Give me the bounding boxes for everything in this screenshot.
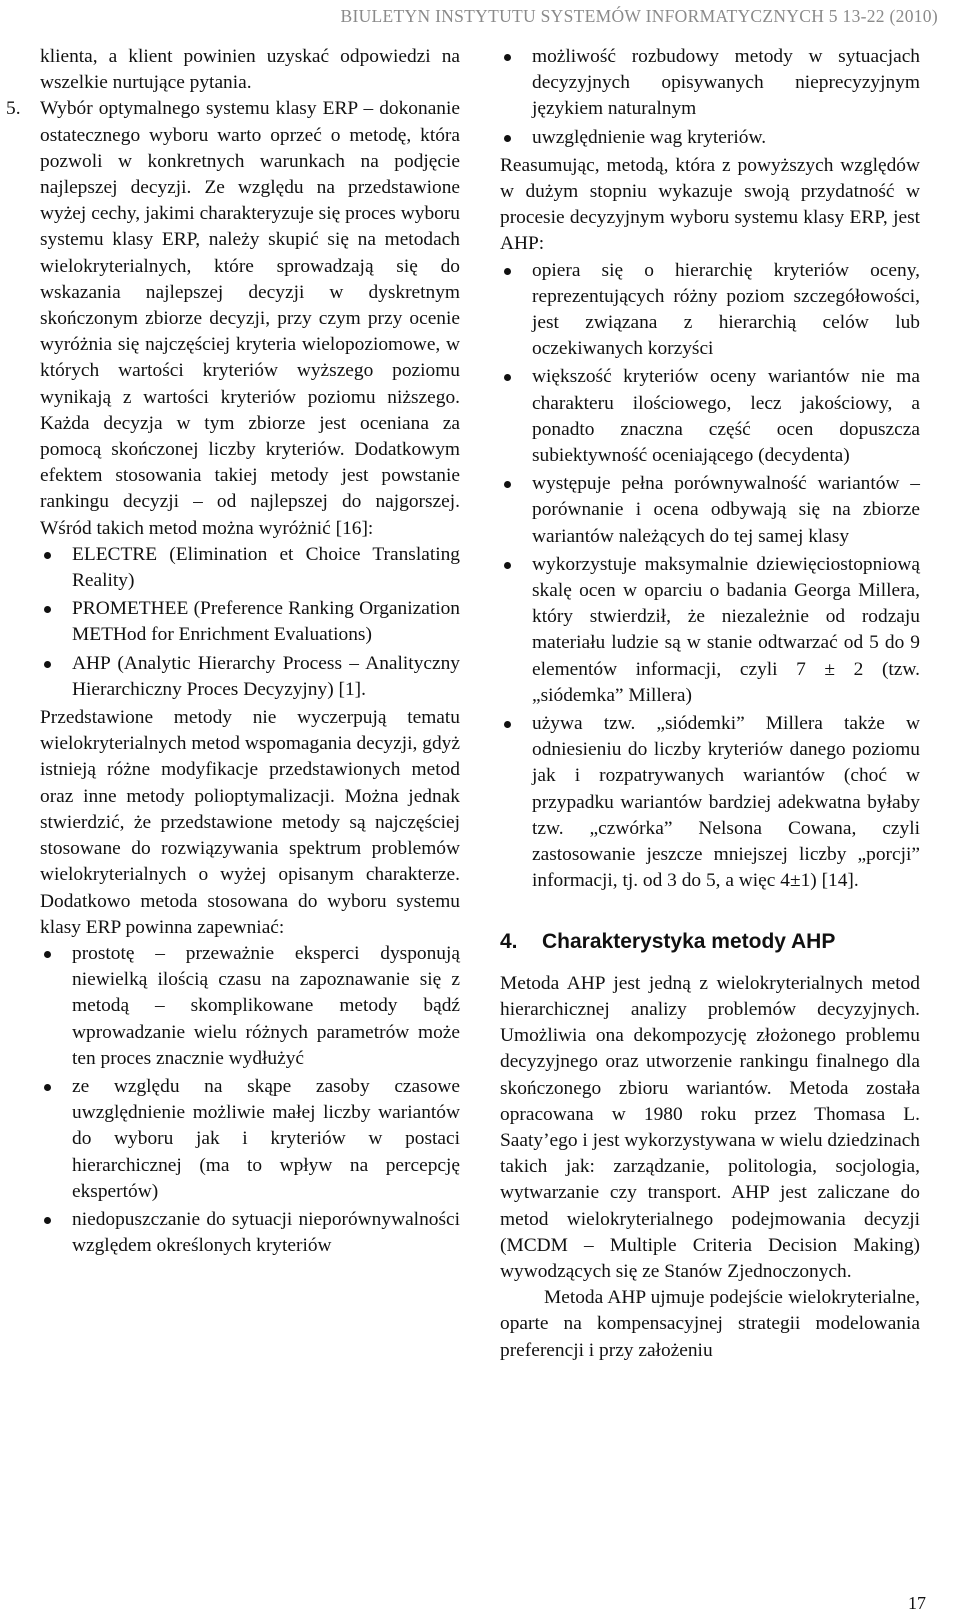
right-column: [500, 44, 920, 1364]
list-item: ze względu na skąpe zasoby czasowe uwzględnienie możliwie małej liczby wariantów do wyboru jak i kryteriów w postaci hierarchicznej (ma to wpływ na percepcję ekspertów): [40, 1074, 460, 1205]
bullet-icon: [44, 606, 51, 613]
list-item: opiera się o hierarchię kryteriów oceny, reprezentujących różny poziom szczegółowości, jest związana z hierarchią celów lub oczekiwanych korzyści: [500, 258, 920, 363]
bullet-icon: [44, 951, 51, 958]
bullet-icon: [504, 54, 511, 61]
bullet-icon: [44, 1217, 51, 1224]
running-header: BIULETYN INSTYTUTU SYSTEMÓW INFORMATYCZNYCH 5 13-22 (2010): [340, 6, 938, 26]
bullet-icon: [504, 374, 511, 381]
bullet-icon: [504, 721, 511, 728]
summary-paragraph: Reasumując, metodą, która z powyższych względów w dużym stopniu wykazuje swoją przydatność w procesie decyzyjnym wyboru systemu klasy ERP, jest AHP:: [500, 154, 920, 255]
list-item: ELECTRE (Elimination et Choice Translating Reality): [40, 542, 460, 594]
requirements-list-continued: [500, 44, 920, 151]
list-item: AHP (Analytic Hierarchy Process – Analityczny Hierarchiczny Proces Decyzyjny) [1].: [40, 651, 460, 703]
bullet-icon: [504, 481, 511, 488]
bullet-icon: [44, 1084, 51, 1091]
page-number: 17: [908, 1593, 926, 1613]
requirements-list: [40, 941, 460, 1259]
methods-list: [40, 542, 460, 703]
left-column: [6, 44, 460, 1261]
continuation-paragraph: klienta, a klient powinien uzyskać odpowiedzi na wszelkie nurtujące pytania.: [40, 46, 460, 94]
list-item: większość kryteriów oceny wariantów nie ma charakteru ilościowego, lecz jakościowy, a ponadto znaczna część ocen dopuszcza subiektywność oceniającego (decydenta): [500, 364, 920, 469]
paragraph: Metoda AHP jest jedną z wielokryterialnych metod hierarchicznej analizy problemów decyzyjnych. Umożliwia ona dekompozycję złożonego problemu decyzyjnego oraz utworzenie rankingu finalnego dla skończonego zbioru wariantów. Metoda została opracowana w 1980 roku przez Thomasa L. Saaty’ego i jest wykorzystywana w wielu dziedzinach takich jak: zarządzanie, politologia, socjologia, wytwarzanie czy transport. AHP jest zaliczane do metod wielokryterialnego podejmowania decyzji (MCDM – Multiple Criteria Decision Making) wywodzących się ze Stanów Zjednoczonych.: [500, 972, 920, 1282]
bullet-icon: [504, 135, 511, 142]
paragraph: Metoda AHP ujmuje podejście wielokryterialne, oparte na kompensacyjnej strategii modelowania preferencji i przy założeniu: [500, 1287, 920, 1361]
item-number: 5.: [6, 98, 21, 120]
section-title: Charakterystyka metody AHP: [542, 929, 836, 953]
list-item: używa tzw. „siódemki” Millera także w odniesieniu do liczby kryteriów danego poziomu jak i rozpatrywanych wariantów (choć w przypadku wariantów bardziej adekwatna byłaby tzw. „czwórka” Nelsona Cowana, czyli zastosowanie jeszcze mniejszej liczby „porcji” informacji, tj. od 3 do 5, a więc 4±1) [14].: [500, 711, 920, 894]
section-heading: [500, 929, 920, 955]
list-item: uwzględnienie wag kryteriów.: [500, 125, 920, 151]
bullet-icon: [44, 661, 51, 668]
ahp-features-list: [500, 258, 920, 895]
list-item: możliwość rozbudowy metody w sytuacjach decyzyjnych opisywanych nieprecyzyjnym językiem naturalnym: [500, 44, 920, 123]
numbered-item-5: [6, 96, 460, 541]
list-item: niedopuszczanie do sytuacji nieporównywalności względem określonych kryteriów: [40, 1207, 460, 1259]
bullet-icon: [504, 562, 511, 569]
list-item: wykorzystuje maksymalnie dziewięciostopniową skalę ocen w oparciu o badania Georga Millera, który stwierdził, że niezależnie od rodzaju materiału ludzie są w stanie odtwarzać od 5 do 9 elementów informacji, czyli 7 ± 2 (tzw. „siódemka” Millera): [500, 552, 920, 709]
paragraph: Przedstawione metody nie wyczerpują tematu wielokryterialnych metod wspomagania decyzji, gdyż istnieją różne modyfikacje przedstawionych metod oraz inne metody polioptymalizacji. Można jednak stwierdzić, że przedstawione metody są najczęściej stosowane do rozwiązywania spektrum problemów wielokryterialnych o wyżej opisanym charakterze. Dodatkowo metoda stosowana do wyboru systemu klasy ERP powinna zapewniać:: [40, 707, 460, 938]
bullet-icon: [44, 552, 51, 559]
section-number: 4.: [500, 929, 518, 953]
item-text: Wybór optymalnego systemu klasy ERP – dokonanie ostatecznego wyboru warto oprzeć o metodę, która pozwoli w konkretnych warunkach na podjęcie najlepszej decyzji. Ze względu na przedstawione wyżej cechy, jakimi charakteryzuje się proces wyboru systemu klasy ERP, należy skupić się na metodach wielokryterialnych, które sprowadzają się do wskazania najlepszej decyzji w dyskretnym skończonym zbiorze decyzji, przy czym przy ocenie wyróżnia się najczęściej kryteria wielopoziomowe, w których wartości kryteriów wyższego poziomu wynikają z wartości kryteriów poziomu niższego. Każda decyzja w tym zbiorze jest oceniana za pomocą skończonej liczby kryteriów. Dodatkowym efektem stosowania takiej metody jest powstanie rankingu decyzji – od najlepszej do najgorszej. Wśród takich metod można wyróżnić [16]:: [40, 98, 460, 539]
list-item: występuje pełna porównywalność wariantów – porównanie i ocena odbywają się na zbiorze wariantów należących do tej samej klasy: [500, 471, 920, 550]
list-item: prostotę – przeważnie eksperci dysponują niewielką ilością czasu na zapoznawanie się z metodą – skomplikowane metody bądź wprowadzanie wielu różnych parametrów może ten proces znacznie wydłużyć: [40, 941, 460, 1072]
list-item: PROMETHEE (Preference Ranking Organization METHod for Enrichment Evaluations): [40, 596, 460, 648]
bullet-icon: [504, 268, 511, 275]
